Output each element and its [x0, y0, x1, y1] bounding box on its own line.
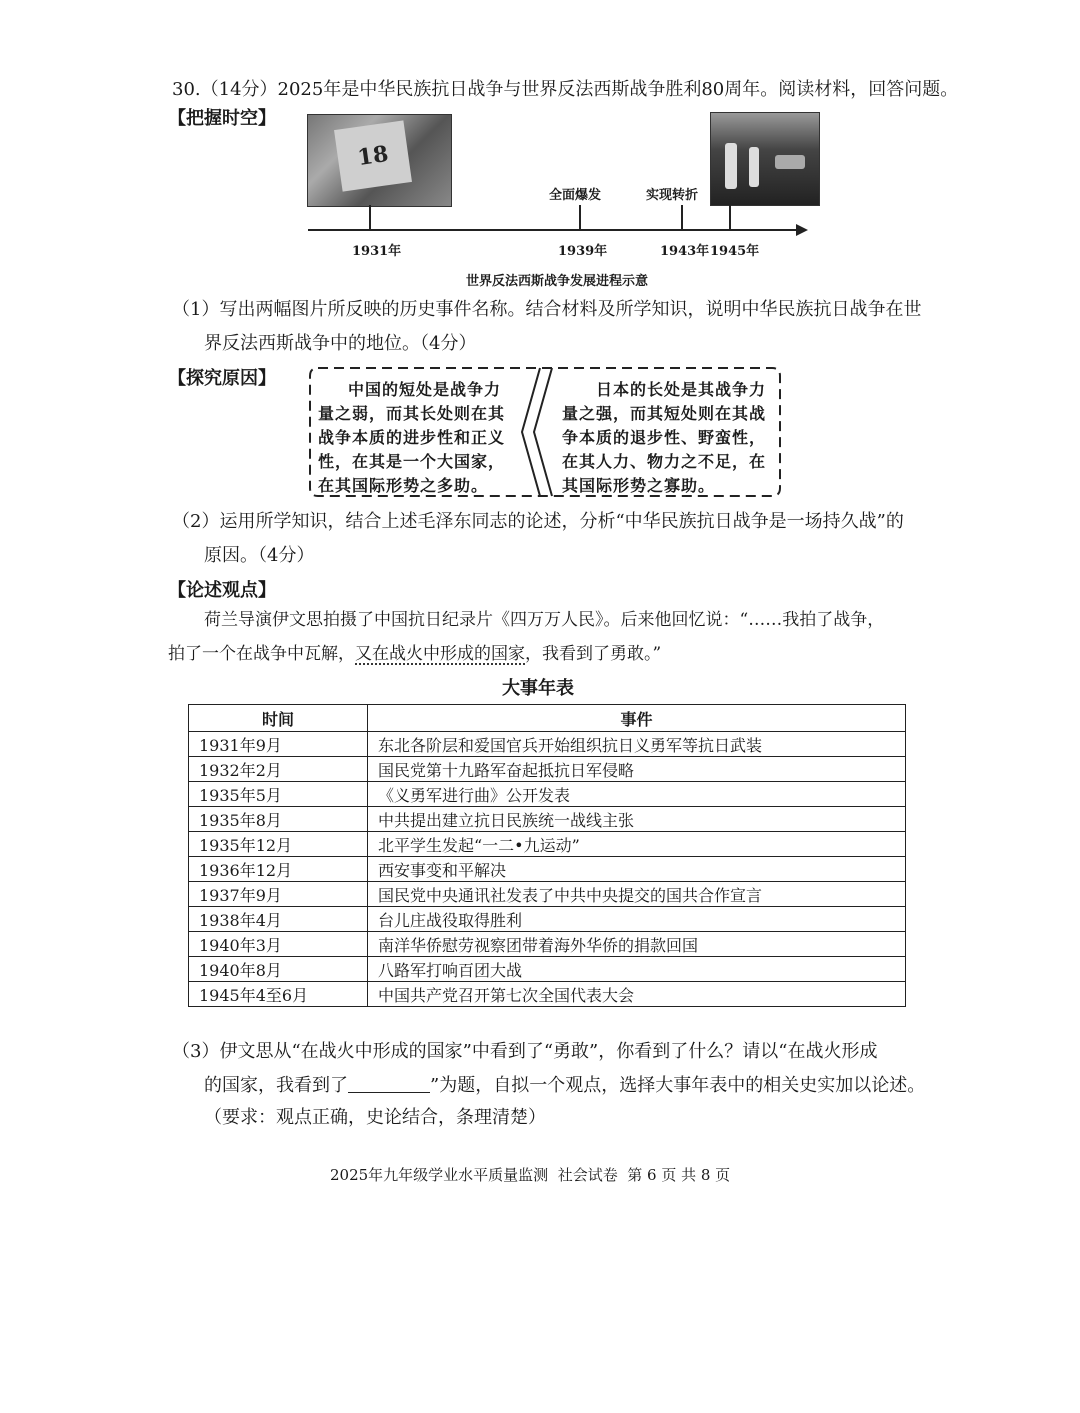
- cell-event: 南洋华侨慰劳视察团带着海外华侨的捐款回国: [368, 932, 906, 957]
- cell-event: 国民党第十九路军奋起抵抗日军侵略: [368, 757, 906, 782]
- cell-event: 台儿庄战役取得胜利: [368, 907, 906, 932]
- cell-event: 《义勇军进行曲》公开发表: [368, 782, 906, 807]
- column-header-time: 时间: [189, 705, 368, 732]
- question-2-line2: 原因。（4分）: [204, 545, 315, 566]
- cell-event: 中共提出建立抗日民族统一战线主张: [368, 807, 906, 832]
- timeline-year-1931: 1931年: [352, 244, 402, 259]
- question-header: 30.（14分）2025年是中华民族抗日战争与世界反法西斯战争胜利80周年。阅读材料，回答问题。: [172, 79, 959, 100]
- table-row: [189, 907, 906, 932]
- question-1-line1: （1）写出两幅图片所反映的历史事件名称。结合材料及所学知识，说明中华民族抗日战争在世: [172, 299, 922, 320]
- emphasized-phrase: 又在战火中形成的国家: [355, 644, 525, 664]
- table-row: [189, 857, 906, 882]
- cell-time: 1940年8月: [189, 957, 368, 982]
- question-2-line1: （2）运用所学知识，结合上述毛泽东同志的论述，分析“中华民族抗日战争是一场持久战”的: [172, 511, 904, 532]
- cell-time: 1935年12月: [189, 832, 368, 857]
- cell-time: 1945年4至6月: [189, 982, 368, 1007]
- table-title: 大事年表: [502, 678, 574, 699]
- cell-time: 1935年5月: [189, 782, 368, 807]
- quote-china: 中国的短处是战争力 量之弱，而其长处则在其 战争本质的进步性和正义 性，在其是一个大国家， 在其国际形势之多助。: [318, 380, 506, 495]
- timeline-label-outbreak: 全面爆发: [549, 188, 602, 203]
- question-3-requirements: （要求：观点正确，史论结合，条理清楚）: [204, 1107, 546, 1128]
- answer-blank: [348, 1092, 430, 1093]
- column-header-event: 事件: [368, 705, 906, 732]
- table-row: [189, 782, 906, 807]
- table-header-row: [189, 705, 906, 732]
- section-title-argument: 【论述观点】: [168, 580, 276, 601]
- cell-event: 八路军打响百团大战: [368, 957, 906, 982]
- table-row: [189, 807, 906, 832]
- question-1-line2: 界反法西斯战争中的地位。（4分）: [204, 333, 477, 354]
- table-row: [189, 882, 906, 907]
- cell-event: 北平学生发起“一二•九运动”: [368, 832, 906, 857]
- table-row: [189, 957, 906, 982]
- table-row: [189, 832, 906, 857]
- cell-time: 1936年12月: [189, 857, 368, 882]
- paragraph-line2: 拍了一个在战争中瓦解，又在战火中形成的国家，我看到了勇敢。”: [168, 644, 662, 664]
- cell-time: 1940年3月: [189, 932, 368, 957]
- timeline-year-1939: 1939年: [558, 244, 608, 259]
- paragraph-line1: 荷兰导演伊文思拍摄了中国抗日纪录片《四万万人民》。后来他回忆说：“……我拍了战争，: [204, 610, 885, 630]
- cell-time: 1932年2月: [189, 757, 368, 782]
- question-3-line1: （3）伊文思从“在战火中形成的国家”中看到了“勇敢”，你看到了什么？请以“在战火形成: [172, 1041, 878, 1062]
- table-row: [189, 932, 906, 957]
- cell-time: 1938年4月: [189, 907, 368, 932]
- chronology-table: [188, 704, 906, 1007]
- table-row: [189, 757, 906, 782]
- table-row: [189, 982, 906, 1007]
- cell-time: 1931年9月: [189, 732, 368, 757]
- newspaper-headline: 18: [334, 120, 412, 191]
- timeline-year-1945: 1945年: [710, 244, 760, 259]
- cell-event: 西安事变和平解决: [368, 857, 906, 882]
- question-3-line2: 的国家，我看到了 ”为题，自拟一个观点，选择大事年表中的相关史实加以论述。: [204, 1075, 926, 1096]
- section-title-timeline: 【把握时空】: [168, 108, 276, 129]
- cell-event: 中国共产党召开第七次全国代表大会: [368, 982, 906, 1007]
- quote-japan: 日本的长处是其战争力 量之强，而其短处则在其战 争本质的退步性、野蛮性， 在其人力、物力之不足，在 其国际形势之寡助。: [562, 380, 767, 495]
- timeline-arrow-icon: [796, 224, 808, 236]
- timeline-caption: 世界反法西斯战争发展进程示意: [466, 274, 649, 289]
- section-title-causes: 【探究原因】: [168, 368, 276, 389]
- cell-time: 1937年9月: [189, 882, 368, 907]
- page-footer: 2025年九年级学业水平质量监测 社会试卷 第 6 页 共 8 页: [330, 1166, 731, 1184]
- cell-event: 东北各阶层和爱国官兵开始组织抗日义勇军等抗日武装: [368, 732, 906, 757]
- timeline-year-1943: 1943年: [660, 244, 710, 259]
- timeline-label-turning-point: 实现转折: [646, 188, 699, 203]
- cell-time: 1935年8月: [189, 807, 368, 832]
- table-row: [189, 732, 906, 757]
- cell-event: 国民党中央通讯社发表了中共中央提交的国共合作宣言: [368, 882, 906, 907]
